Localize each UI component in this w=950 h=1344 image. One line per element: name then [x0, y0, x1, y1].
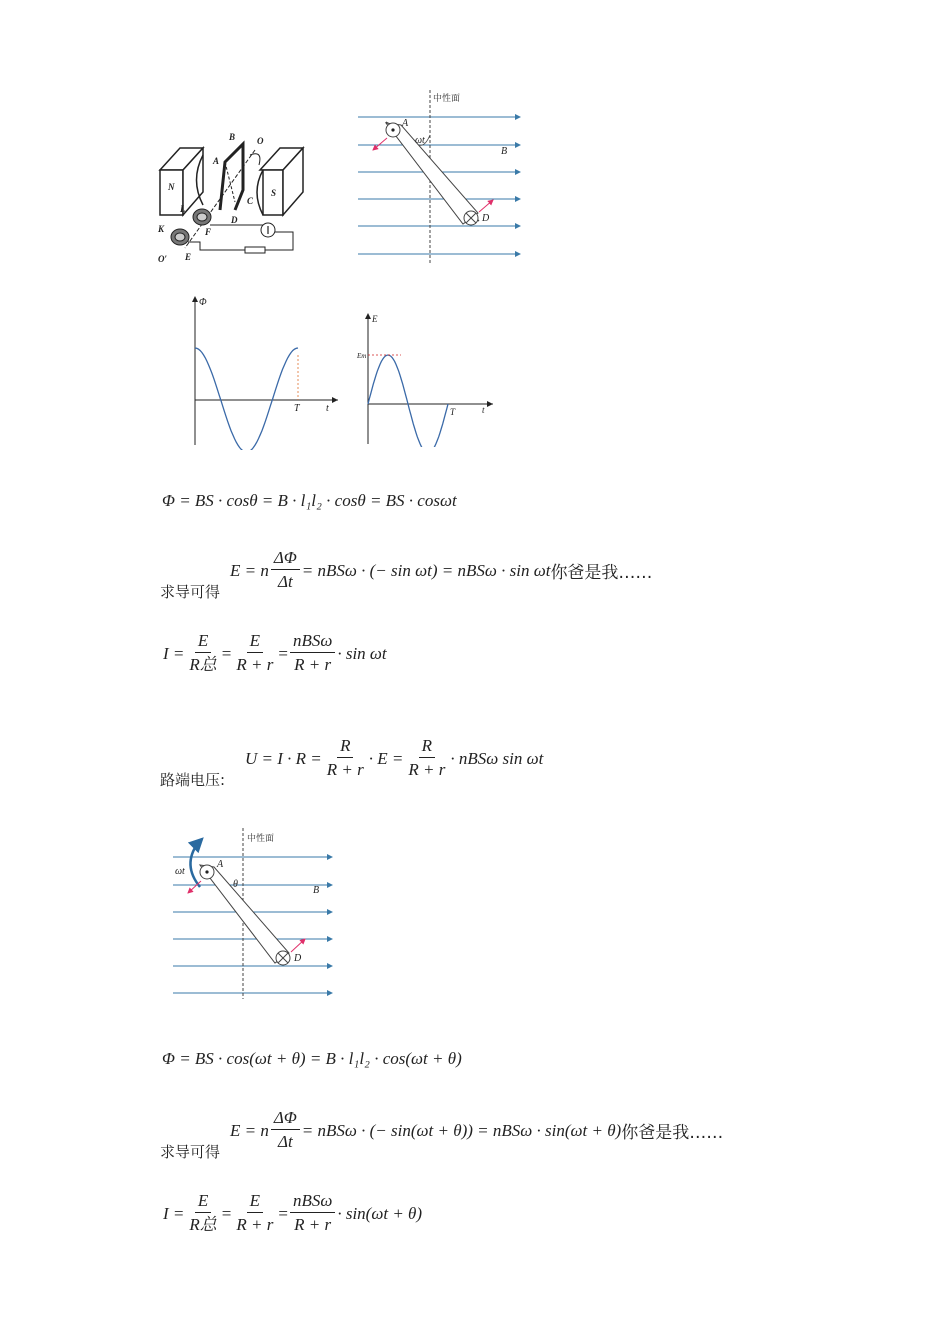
equation-emf-phase: E = n $\frac{\Delta\Phi}{\Delta t}$ = nBSω · (− sin(ωt + θ)) = nBSω · sin(ωt + θ) 你爸是我……	[230, 1108, 724, 1151]
label-L: L	[180, 204, 186, 214]
phi-time-graph	[180, 295, 340, 450]
label-B: B	[501, 146, 508, 157]
label-B: B	[229, 132, 236, 142]
phi-curve	[195, 348, 298, 450]
equation-flux-phase: Φ = BS · cos(ωt + θ) = B · l₁l₂ · cos(ωt + θ)	[162, 1049, 462, 1068]
derivation-label-1: 求导可得	[160, 583, 221, 601]
equation-flux: Φ = BS · cosθ = B · l₁l₂ · cosθ = BS · cosωt	[162, 491, 457, 510]
note-text: 你爸是我……	[621, 1123, 724, 1143]
equation-emf: E = n $\frac{\Delta\Phi}{\Delta t}$ = nBSω · (− sin ωt) = nBSω · sin ωt 你爸是我……	[230, 548, 653, 591]
terminal-voltage-label: 路端电压:	[160, 771, 226, 789]
label-S: S	[271, 188, 277, 198]
equation-current: I = $\frac{E}{\text{R总}}$ = $\frac{E}{R + r}$ = $\frac{\text{nBSω}}{R + r}$ · sin ωt	[163, 631, 387, 674]
label-wt: ωt	[415, 135, 425, 146]
label-A: A	[213, 156, 220, 166]
equation-terminal-voltage: U = I · R = $\frac{R}{R + r}$ · E = $\frac{R}{R + r}$ · nBSω sin ωt	[245, 736, 544, 779]
neutral-plane-label: 中性面	[433, 94, 461, 104]
phi-axis-label: Φ	[199, 297, 207, 308]
label-theta: θ	[233, 879, 238, 890]
label-D: D	[482, 213, 490, 224]
neutral-plane-label: 中性面	[247, 834, 275, 844]
label-E: E	[185, 252, 192, 262]
coil-field-diagram-bottom	[170, 825, 340, 1000]
label-A: A	[217, 859, 224, 870]
label-O2: O′	[158, 254, 168, 264]
phi-T-label: T	[294, 403, 300, 414]
equation-current-phase: I = $\frac{E}{\text{R总}}$ = $\frac{E}{R + r}$ = $\frac{\text{nBSω}}{R + r}$ · sin(ωt + θ)	[163, 1191, 423, 1234]
label-N: N	[168, 182, 175, 192]
derivation-label-2: 求导可得	[160, 1143, 221, 1161]
label-D: D	[231, 215, 238, 225]
label-C: C	[247, 196, 254, 206]
label-B: B	[313, 885, 320, 896]
emf-time-graph	[355, 312, 495, 447]
emf-Em-label: Em	[357, 352, 367, 360]
label-A: A	[402, 118, 409, 129]
label-D: D	[294, 953, 302, 964]
generator-diagram	[155, 130, 305, 265]
emf-T-label: T	[450, 407, 456, 417]
phi-t-label: t	[326, 403, 329, 414]
note-text: 你爸是我……	[550, 563, 653, 583]
emf-t-label: t	[482, 405, 485, 415]
emf-axis-label: E	[372, 314, 378, 324]
coil-field-diagram-top	[355, 85, 525, 265]
emf-curve	[368, 355, 448, 447]
label-F: F	[205, 227, 212, 237]
label-K: K	[158, 224, 165, 234]
label-wt: ωt	[175, 866, 185, 877]
label-O: O	[257, 136, 264, 146]
